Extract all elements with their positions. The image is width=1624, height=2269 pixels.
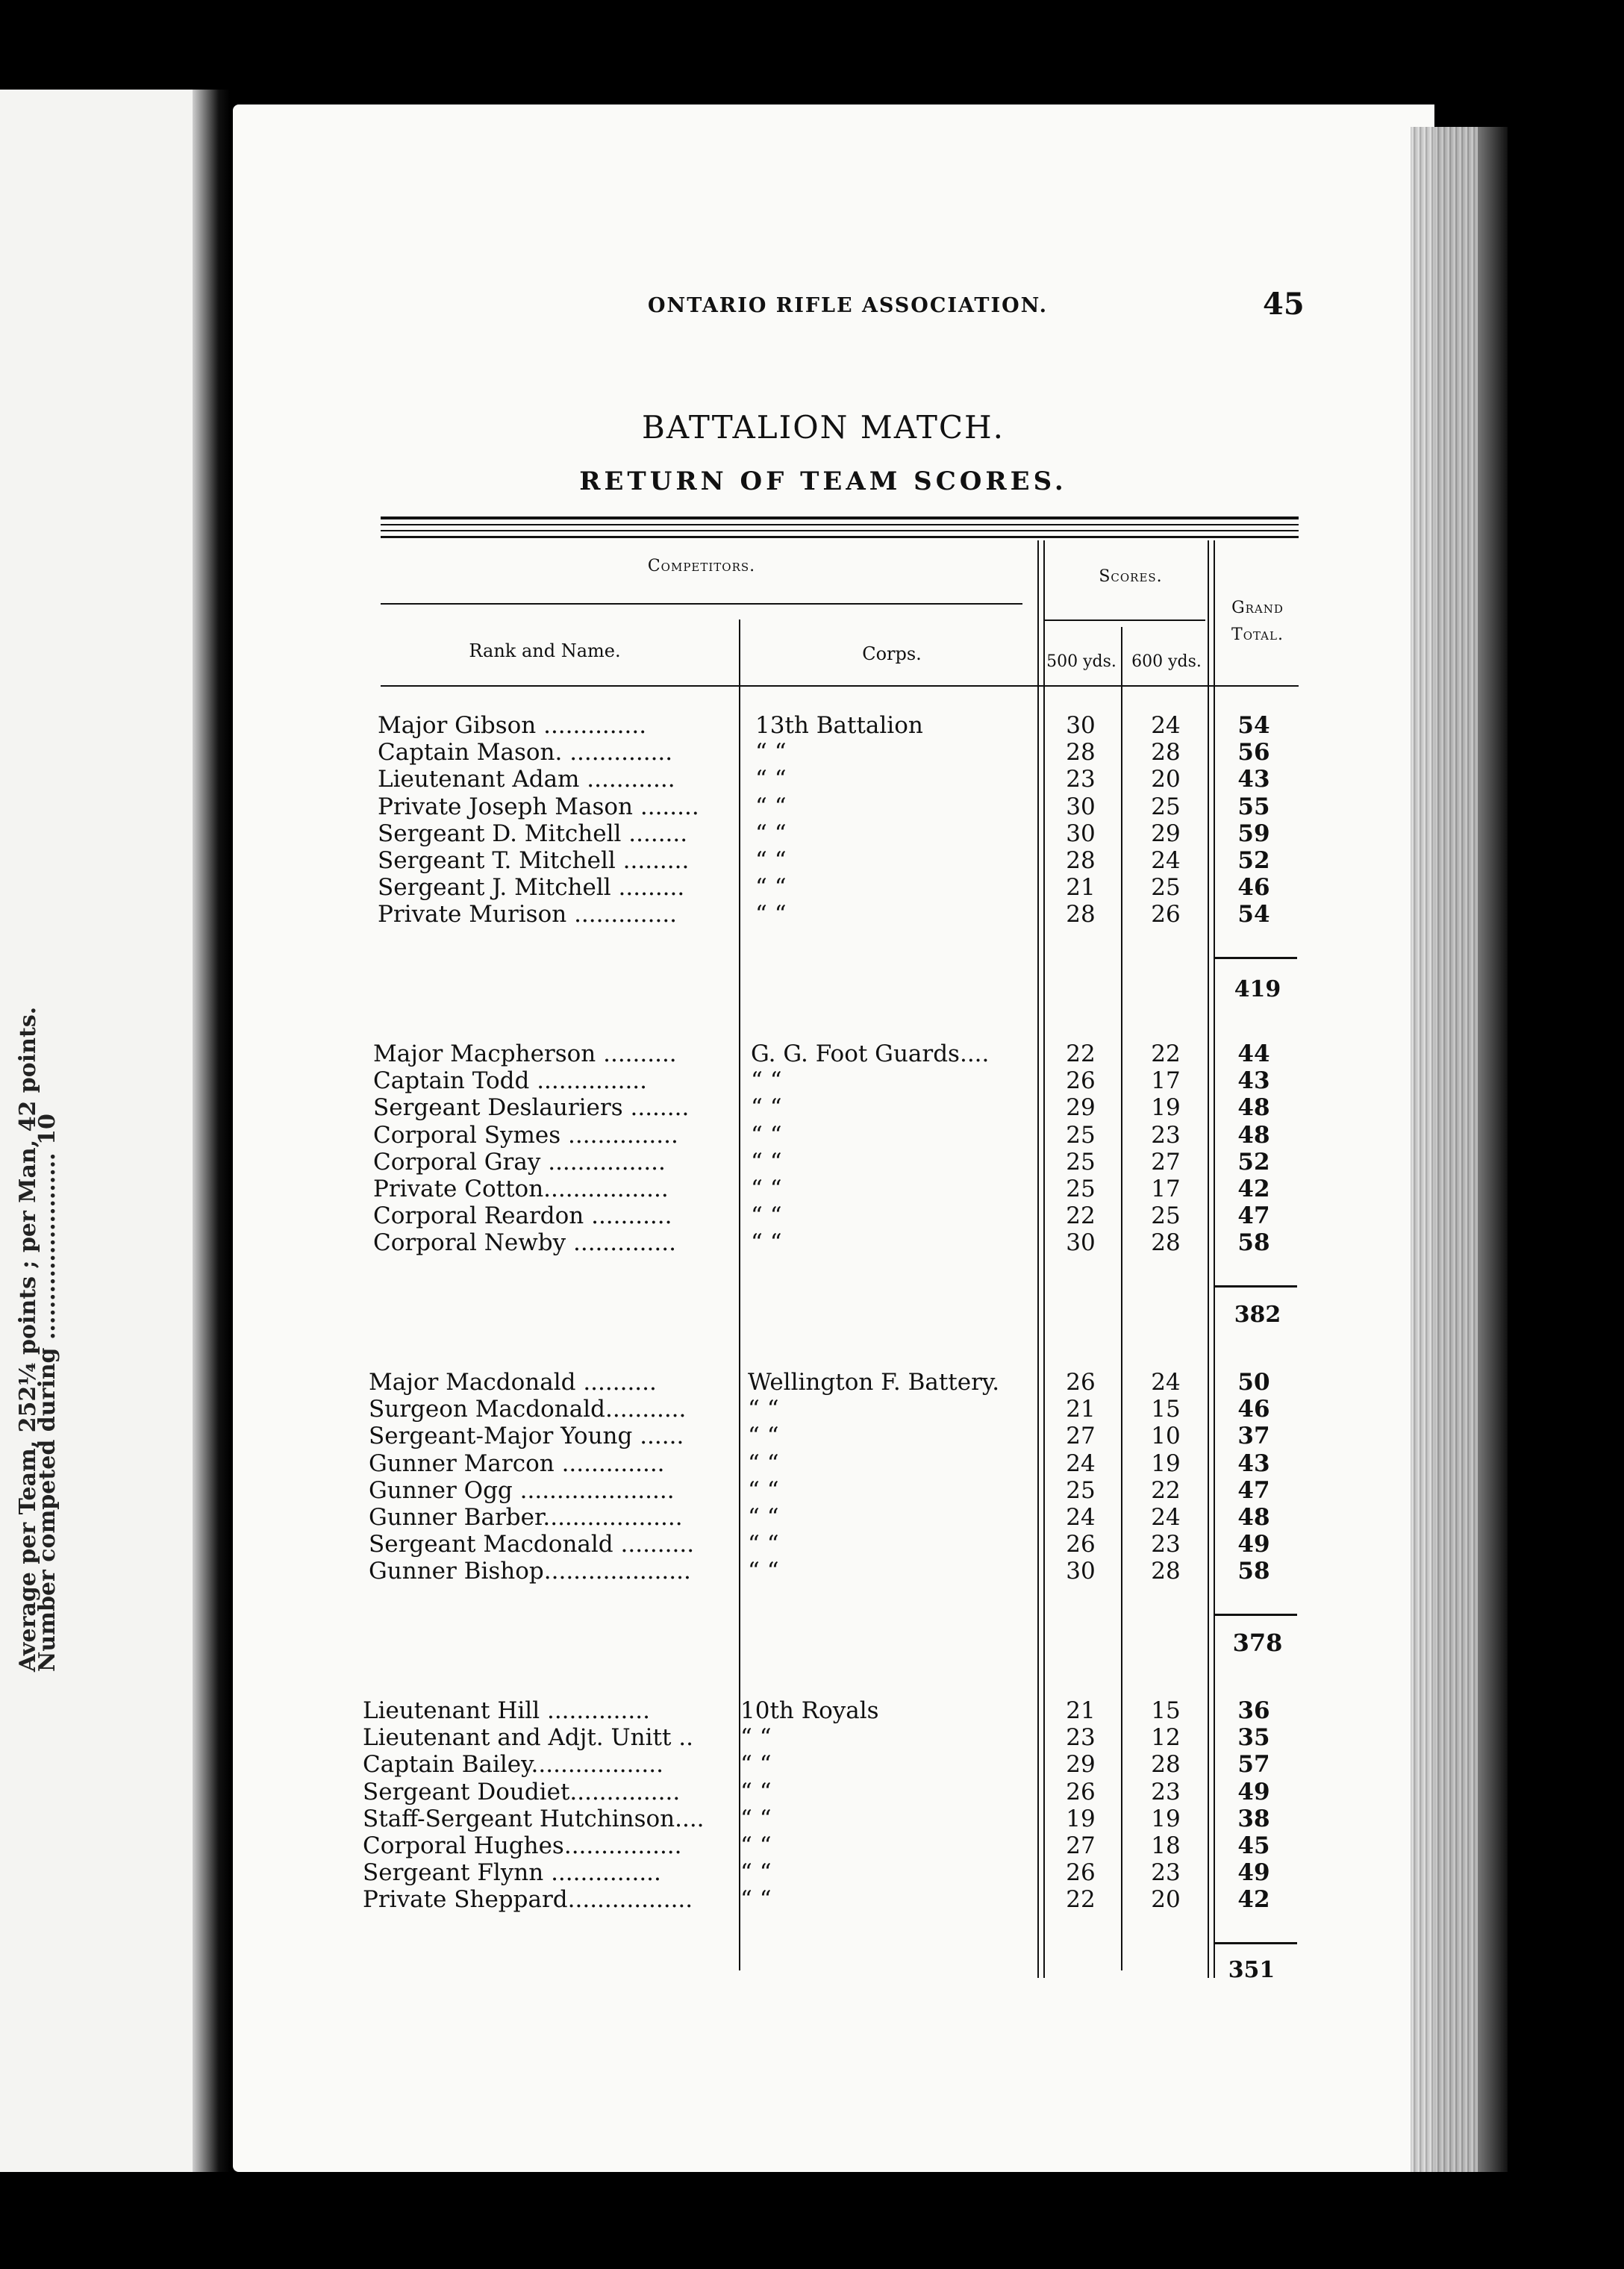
competitor-corps: “ “ [755,766,787,793]
column-rule-scores-mid [1121,627,1122,1970]
score-600-yds: 24 [1151,847,1181,874]
competitor-name: Gunner Barber................... [369,1504,683,1531]
competitor-name: Captain Bailey.................. [363,1751,663,1779]
competitor-corps: “ “ [748,1531,779,1558]
column-rule-scores-left [1043,540,1045,1978]
grand-total: 44 [1237,1040,1270,1067]
score-500-yds: 23 [1066,766,1096,793]
competitor-name: Lieutenant and Adjt. Unitt .. [363,1724,693,1752]
500-yds-header: 500 yds. [1046,652,1116,671]
competitor-corps: Wellington F. Battery. [748,1369,1000,1396]
team-total: 378 [1232,1629,1283,1657]
grand-total: 48 [1237,1094,1270,1122]
competitor-name: Sergeant Flynn ............... [363,1859,661,1887]
competitor-corps: “ “ [748,1423,779,1450]
grand-total: 43 [1237,766,1270,793]
score-600-yds: 15 [1151,1697,1181,1724]
page-number: 45 [1263,287,1305,322]
score-500-yds: 26 [1066,1067,1096,1095]
subtotal-rule [1215,957,1297,959]
score-600-yds: 28 [1151,1229,1181,1257]
score-600-yds: 19 [1151,1094,1181,1122]
score-600-yds: 25 [1151,1202,1181,1230]
competitor-corps: “ “ [740,1886,772,1914]
score-600-yds: 28 [1151,739,1181,767]
score-500-yds: 25 [1066,1476,1096,1504]
score-600-yds: 12 [1151,1724,1181,1752]
competitor-corps: “ “ [755,793,787,820]
score-500-yds: 28 [1066,739,1096,767]
competitor-corps: “ “ [755,874,787,902]
grand-total: 48 [1237,1121,1270,1149]
grand-total: 49 [1237,1859,1270,1887]
grand-total: 57 [1237,1751,1270,1779]
score-500-yds: 25 [1066,1176,1096,1202]
competitor-name: Gunner Ogg ..................... [369,1476,675,1504]
score-600-yds: 17 [1151,1067,1181,1095]
score-600-yds: 28 [1151,1558,1181,1585]
score-500-yds: 23 [1066,1724,1096,1752]
score-500-yds: 25 [1066,1121,1096,1149]
scores-rule [1045,619,1205,621]
competitor-corps: “ “ [748,1396,779,1423]
competitor-name: Major Macdonald .......... [369,1369,657,1396]
subtotal-rule [1215,1614,1297,1616]
score-600-yds: 25 [1151,793,1181,820]
team-total: 351 [1228,1957,1275,1983]
competitor-name: Staff-Sergeant Hutchinson.... [363,1805,705,1832]
column-rule-total-left [1214,540,1215,1978]
grand-total: 54 [1237,712,1270,739]
subtotal-rule [1215,1285,1297,1288]
score-600-yds: 19 [1151,1805,1181,1832]
grand-total: 59 [1237,820,1270,847]
competitors-rule [381,603,1022,605]
grand-total: 48 [1237,1504,1270,1531]
score-600-yds: 26 [1151,901,1181,928]
competitor-corps: “ “ [748,1504,779,1531]
grand-total: 37 [1237,1423,1270,1450]
score-500-yds: 30 [1066,1558,1096,1585]
column-rule-scores-left [1037,540,1039,1978]
competitor-name: Private Sheppard................. [363,1886,693,1914]
competitor-name: Captain Todd ............... [373,1067,648,1095]
grand-total: 52 [1237,1148,1270,1176]
competitor-corps: “ “ [740,1859,772,1887]
grand-total: 42 [1237,1176,1270,1202]
facing-page-text [0,90,194,2172]
grand-total: 35 [1237,1724,1270,1752]
grand-total: 47 [1237,1476,1270,1504]
score-500-yds: 22 [1066,1202,1096,1230]
facing-page-line: Number competed during ........................ 10 [34,1114,60,1672]
grand-total: 43 [1237,1067,1270,1095]
score-500-yds: 26 [1066,1531,1096,1558]
score-600-yds: 25 [1151,874,1181,902]
grand-total: 46 [1237,1396,1270,1423]
grand-total: 52 [1237,847,1270,874]
competitor-corps: “ “ [751,1067,782,1095]
grand-total: 49 [1237,1531,1270,1558]
total-header: Total. [1231,625,1284,644]
competitor-name: Sergeant-Major Young ...... [369,1423,684,1450]
score-600-yds: 24 [1151,1369,1181,1396]
facing-page [0,90,194,2172]
grand-total: 42 [1237,1886,1270,1914]
score-500-yds: 21 [1066,1697,1096,1724]
score-500-yds: 30 [1066,1229,1096,1257]
competitor-corps: 10th Royals [740,1697,879,1724]
score-600-yds: 27 [1151,1148,1181,1176]
600-yds-header: 600 yds. [1131,652,1202,671]
grand-total: 55 [1237,793,1270,820]
team-total: 382 [1234,1302,1281,1328]
score-500-yds: 21 [1066,874,1096,902]
grand-total: 50 [1237,1369,1270,1396]
competitor-name: Sergeant J. Mitchell ......... [378,874,685,902]
competitor-name: Corporal Symes ............... [373,1121,678,1149]
table-top-rule [381,536,1299,538]
score-600-yds: 20 [1151,766,1181,793]
competitor-corps: “ “ [755,901,787,928]
competitor-corps: “ “ [740,1805,772,1832]
running-head: ONTARIO RIFLE ASSOCIATION. [648,294,1049,317]
score-500-yds: 27 [1066,1832,1096,1859]
competitor-name: Corporal Hughes................ [363,1832,682,1859]
score-600-yds: 17 [1151,1176,1181,1202]
score-500-yds: 22 [1066,1886,1096,1914]
competitor-corps: “ “ [751,1094,782,1122]
score-500-yds: 24 [1066,1504,1096,1531]
competitor-corps: “ “ [755,820,787,847]
score-600-yds: 10 [1151,1423,1181,1450]
competitor-corps: “ “ [748,1476,779,1504]
page-title: BATTALION MATCH. [642,409,1005,446]
score-500-yds: 28 [1066,901,1096,928]
score-600-yds: 23 [1151,1778,1181,1805]
grand-total: 54 [1237,901,1270,928]
grand-total: 49 [1237,1778,1270,1805]
team-total: 419 [1234,976,1281,1002]
competitors-header: Competitors. [647,557,756,575]
score-600-yds: 23 [1151,1859,1181,1887]
score-600-yds: 29 [1151,820,1181,847]
table-top-rule [381,530,1299,531]
competitor-name: Private Murison .............. [378,901,678,928]
score-500-yds: 30 [1066,793,1096,820]
grand-total: 58 [1237,1229,1270,1257]
competitor-name: Private Cotton................. [373,1176,669,1202]
competitor-corps: “ “ [755,739,787,767]
score-500-yds: 27 [1066,1423,1096,1450]
competitor-name: Sergeant Macdonald .......... [369,1531,695,1558]
corps-header: Corps. [862,643,922,664]
score-500-yds: 24 [1066,1449,1096,1477]
competitor-name: Surgeon Macdonald........... [369,1396,687,1423]
competitor-corps: “ “ [740,1751,772,1779]
score-500-yds: 26 [1066,1369,1096,1396]
score-600-yds: 18 [1151,1832,1181,1859]
table-top-rule [381,524,1299,525]
score-600-yds: 15 [1151,1396,1181,1423]
score-500-yds: 19 [1066,1805,1096,1832]
subtotal-rule [1215,1942,1297,1944]
score-500-yds: 26 [1066,1778,1096,1805]
competitor-corps: “ “ [751,1229,782,1257]
gutter-shadow [193,90,230,2172]
facing-page-line: Average per Team, 252¼ points ; per Man, 42 points. [15,1006,41,1672]
grand-total: 46 [1237,874,1270,902]
competitor-name: Gunner Marcon .............. [369,1449,665,1477]
score-600-yds: 23 [1151,1531,1181,1558]
grand-total: 58 [1237,1558,1270,1585]
score-500-yds: 29 [1066,1751,1096,1779]
competitor-name: Captain Mason. .............. [378,739,673,767]
competitor-name: Corporal Gray ................ [373,1148,666,1176]
score-600-yds: 19 [1151,1449,1181,1477]
score-500-yds: 30 [1066,712,1096,739]
competitor-name: Private Joseph Mason ........ [378,793,699,820]
competitor-corps: “ “ [751,1121,782,1149]
page-subtitle: RETURN OF TEAM SCORES. [579,466,1067,496]
score-600-yds: 28 [1151,1751,1181,1779]
scores-header: Scores. [1099,567,1163,586]
competitor-corps: “ “ [740,1724,772,1752]
competitor-name: Lieutenant Adam ............ [378,766,675,793]
competitor-name: Sergeant D. Mitchell ........ [378,820,688,847]
score-600-yds: 22 [1151,1476,1181,1504]
competitor-corps: “ “ [748,1449,779,1477]
score-500-yds: 22 [1066,1040,1096,1067]
grand-total: 45 [1237,1832,1270,1859]
score-500-yds: 28 [1066,847,1096,874]
score-500-yds: 30 [1066,820,1096,847]
competitor-name: Sergeant Doudiet............... [363,1778,681,1805]
score-600-yds: 24 [1151,712,1181,739]
competitor-corps: “ “ [751,1202,782,1230]
competitor-name: Major Gibson .............. [378,712,647,739]
grand-total: 43 [1237,1449,1270,1477]
score-500-yds: 21 [1066,1396,1096,1423]
header-bottom-rule [381,685,1299,687]
competitor-name: Corporal Reardon ........... [373,1202,672,1230]
competitor-name: Major Macpherson .......... [373,1040,677,1067]
score-500-yds: 25 [1066,1148,1096,1176]
score-600-yds: 20 [1151,1886,1181,1914]
competitor-corps: “ “ [748,1558,779,1585]
score-600-yds: 22 [1151,1040,1181,1067]
score-500-yds: 26 [1066,1859,1096,1887]
competitor-corps: 13th Battalion [755,712,923,739]
competitor-name: Gunner Bishop.................... [369,1558,691,1585]
score-600-yds: 24 [1151,1504,1181,1531]
competitor-name: Corporal Newby .............. [373,1229,676,1257]
competitor-name: Sergeant Deslauriers ........ [373,1094,690,1122]
column-rule-total-left [1208,540,1209,1978]
rank-name-header: Rank and Name. [469,640,621,661]
competitor-corps: “ “ [751,1176,782,1202]
score-500-yds: 29 [1066,1094,1096,1122]
competitor-corps: G. G. Foot Guards.... [751,1040,990,1067]
grand-total: 36 [1237,1697,1270,1724]
competitor-name: Sergeant T. Mitchell ......... [378,847,690,874]
competitor-corps: “ “ [740,1832,772,1859]
grand-total: 47 [1237,1202,1270,1230]
competitor-corps: “ “ [755,847,787,874]
grand-total: 56 [1237,739,1270,767]
competitor-corps: “ “ [751,1148,782,1176]
grand-total: 38 [1237,1805,1270,1832]
competitor-name: Lieutenant Hill .............. [363,1697,650,1724]
competitor-corps: “ “ [740,1778,772,1805]
table-top-rule [381,516,1299,519]
score-600-yds: 23 [1151,1121,1181,1149]
grand-header: Grand [1231,599,1284,617]
